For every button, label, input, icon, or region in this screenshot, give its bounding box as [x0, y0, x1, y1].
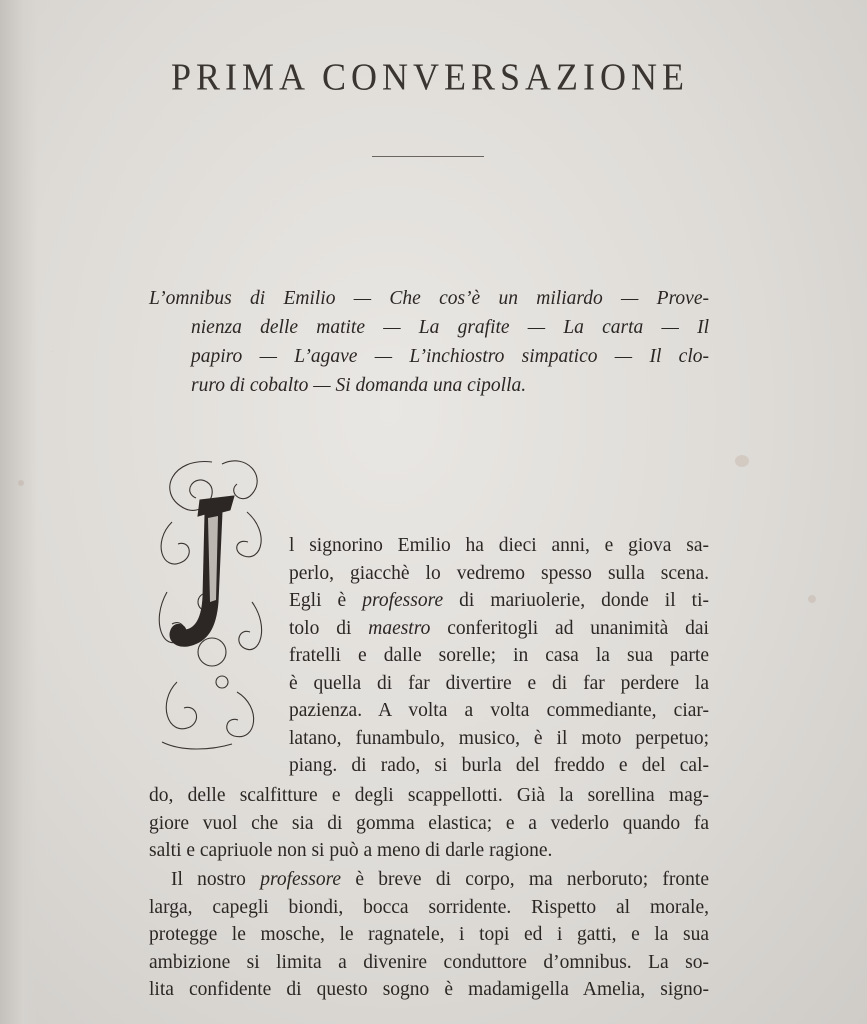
text-line: perlo, giacchè lo vedremo spesso sulla scena. — [289, 562, 709, 584]
summary-line: L’omnibus di Emilio — Che cos’è un miliardo — Prove- — [149, 288, 709, 309]
paper-stain — [808, 595, 816, 603]
emphasized-word: professore — [260, 869, 342, 890]
paragraph-2 — [149, 866, 709, 1004]
paragraph-1-tail — [149, 782, 709, 865]
summary-line: ruro di cobalto — Si domanda una cipolla. — [191, 375, 527, 396]
text-line: fratelli e dalle sorelle; in casa la sua parte — [289, 645, 709, 666]
text-line: latano, funambulo, musico, è il moto perpetuo; — [289, 727, 709, 749]
text-line: do, delle scalfitture e degli scappellotti. Già la sorellina mag- — [149, 785, 709, 806]
title-rule — [372, 156, 484, 157]
ornamental-drop-cap — [52, 352, 270, 754]
text-line: lita confidente di questo sogno è madamigella Amelia, signo- — [149, 979, 709, 1000]
paragraph-1 — [289, 532, 709, 780]
text-line: tolo di maestro conferitogli ad unanimità dai — [289, 617, 709, 639]
book-spine-shadow — [0, 0, 38, 1024]
text-line: protegge le mosche, le ragnatele, i topi ed i gatti, e la sua — [149, 924, 709, 945]
text-line: pazienza. A volta a volta commediante, ciar- — [289, 700, 709, 721]
text-line: Il nostro professore è breve di corpo, ma nerboruto; fronte — [171, 869, 709, 890]
emphasized-word: professore — [362, 590, 444, 611]
emphasized-word: maestro — [368, 617, 431, 639]
summary-line: papiro — L’agave — L’inchiostro simpatico — Il clo- — [191, 346, 709, 367]
summary-line: nienza delle matite — La grafite — La carta — Il — [191, 317, 709, 338]
text-line: Egli è professore di mariuolerie, donde il ti- — [289, 590, 709, 611]
text-line: larga, capegli biondi, bocca sorridente. Rispetto al morale, — [149, 896, 709, 918]
text-line: salti e capriuole non si può a meno di darle ragione. — [149, 840, 553, 861]
text-line: l signorino Emilio ha dieci anni, e giova sa- — [289, 535, 709, 556]
text-line: è quella di far divertire e di far perdere la — [289, 672, 709, 694]
text-line: piang. di rado, si burla del freddo e del cal- — [289, 755, 709, 776]
paper-stain — [18, 480, 24, 486]
paper-stain — [735, 455, 749, 467]
chapter-title: PRIMA CONVERSAZIONE — [170, 56, 690, 98]
drop-cap-letter: I — [52, 352, 53, 353]
text-line: ambizione si limita a divenire conduttore d’omnibus. La so- — [149, 951, 709, 973]
chapter-summary — [149, 284, 709, 400]
text-line: giore vuol che sia di gomma elastica; e a vederlo quando fa — [149, 812, 709, 834]
